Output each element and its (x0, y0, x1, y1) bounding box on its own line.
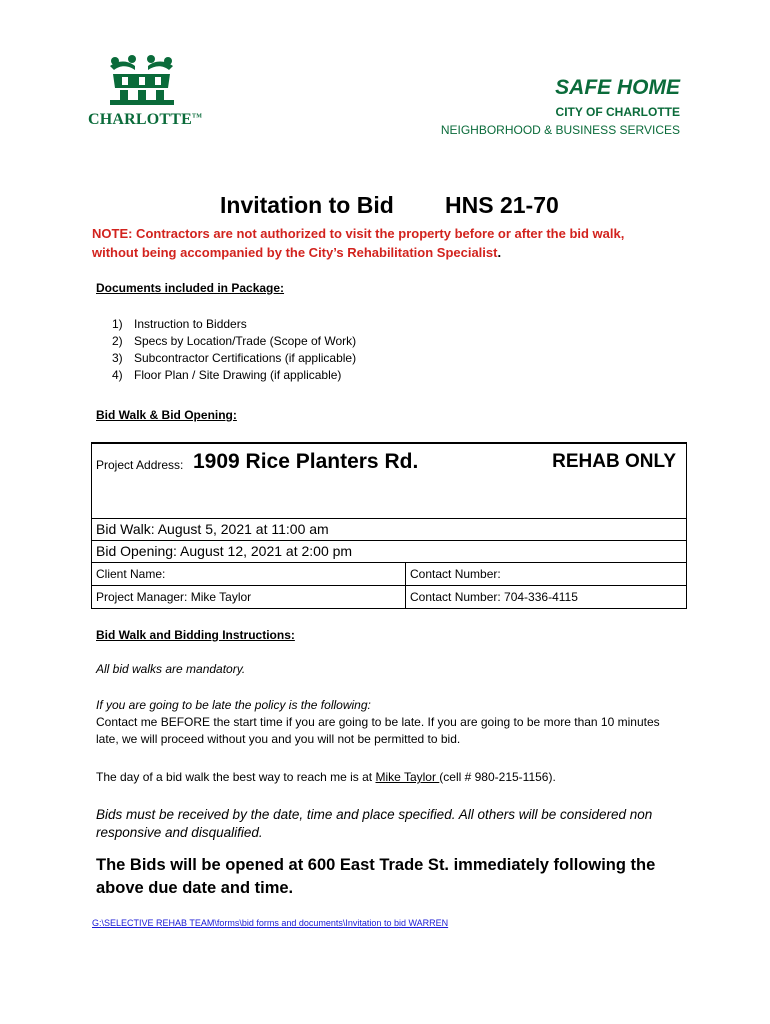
project-address-row (92, 444, 686, 519)
manager-row (92, 586, 686, 608)
contact-name: Mike Taylor (375, 770, 440, 784)
client-name-label: Client Name: (92, 563, 406, 585)
contact-number-label: Contact Number: (410, 567, 501, 581)
list-item: 2) Specs by Location/Trade (Scope of Work) (112, 334, 357, 348)
mandatory-text: All bid walks are mandatory. (96, 662, 246, 676)
bid-opening-date: Bid Opening: August 12, 2021 at 2:00 pm (92, 541, 686, 563)
bid-number: HNS 21-70 (445, 192, 559, 218)
project-address: 1909 Rice Planters Rd. (193, 450, 419, 473)
warning-note: NOTE: Contractors are not authorized to visit the property before or after the bid walk, without being accompanied by the City’s Rehabilitation Specialist. (92, 226, 625, 260)
header-right (441, 76, 680, 137)
documents-heading: Documents included in Package: (96, 281, 285, 295)
page-title: Invitation to Bid (220, 192, 394, 218)
file-path-link[interactable]: G:\SELECTIVE REHAB TEAM\forms\bid forms and documents\Invitation to bid WARREN (92, 918, 449, 928)
client-row (92, 563, 686, 586)
contact-policy-text: Contact me BEFORE the start time if you are going to be late. If you are going to be more than 10 minutes late, we will proceed without you and you will not be permitted to bid. (96, 715, 660, 746)
bid-opening-statement: The Bids will be opened at 600 East Trade St. immediately following the above due date and time. (96, 856, 656, 897)
bid-walk-heading: Bid Walk & Bid Opening: (96, 408, 237, 422)
reach-text: The day of a bid walk the best way to reach me is at Mike Taylor (cell # 980-215-1156). (96, 770, 556, 784)
list-item: 3) Subcontractor Certifications (if applicable) (112, 351, 357, 365)
instructions-heading: Bid Walk and Bidding Instructions: (96, 628, 295, 642)
manager-contact: Contact Number: 704-336-4115 (410, 590, 578, 604)
department-name: NEIGHBORHOOD & BUSINESS SERVICES (440, 123, 680, 137)
bids-received-text: Bids must be received by the date, time and place specified. All others will be considered non responsive and disqualified. (96, 807, 653, 840)
rehab-label: REHAB ONLY (552, 451, 676, 472)
bid-walk-date: Bid Walk: August 5, 2021 at 11:00 am (92, 519, 686, 541)
late-policy-text: If you are going to be late the policy is the following: (96, 698, 371, 712)
logo-wordmark: CHARLOTTE™ (88, 111, 203, 128)
documents-list (92, 316, 356, 384)
program-title: SAFE HOME (555, 76, 680, 99)
project-info-box (91, 442, 687, 609)
list-item: 1) Instruction to Bidders (112, 317, 247, 331)
city-name: CITY OF CHARLOTTE (555, 105, 680, 119)
list-item: 4) Floor Plan / Site Drawing (if applicable) (112, 368, 342, 382)
project-manager: Project Manager: Mike Taylor (92, 586, 406, 608)
address-label: Project Address: (96, 458, 184, 472)
